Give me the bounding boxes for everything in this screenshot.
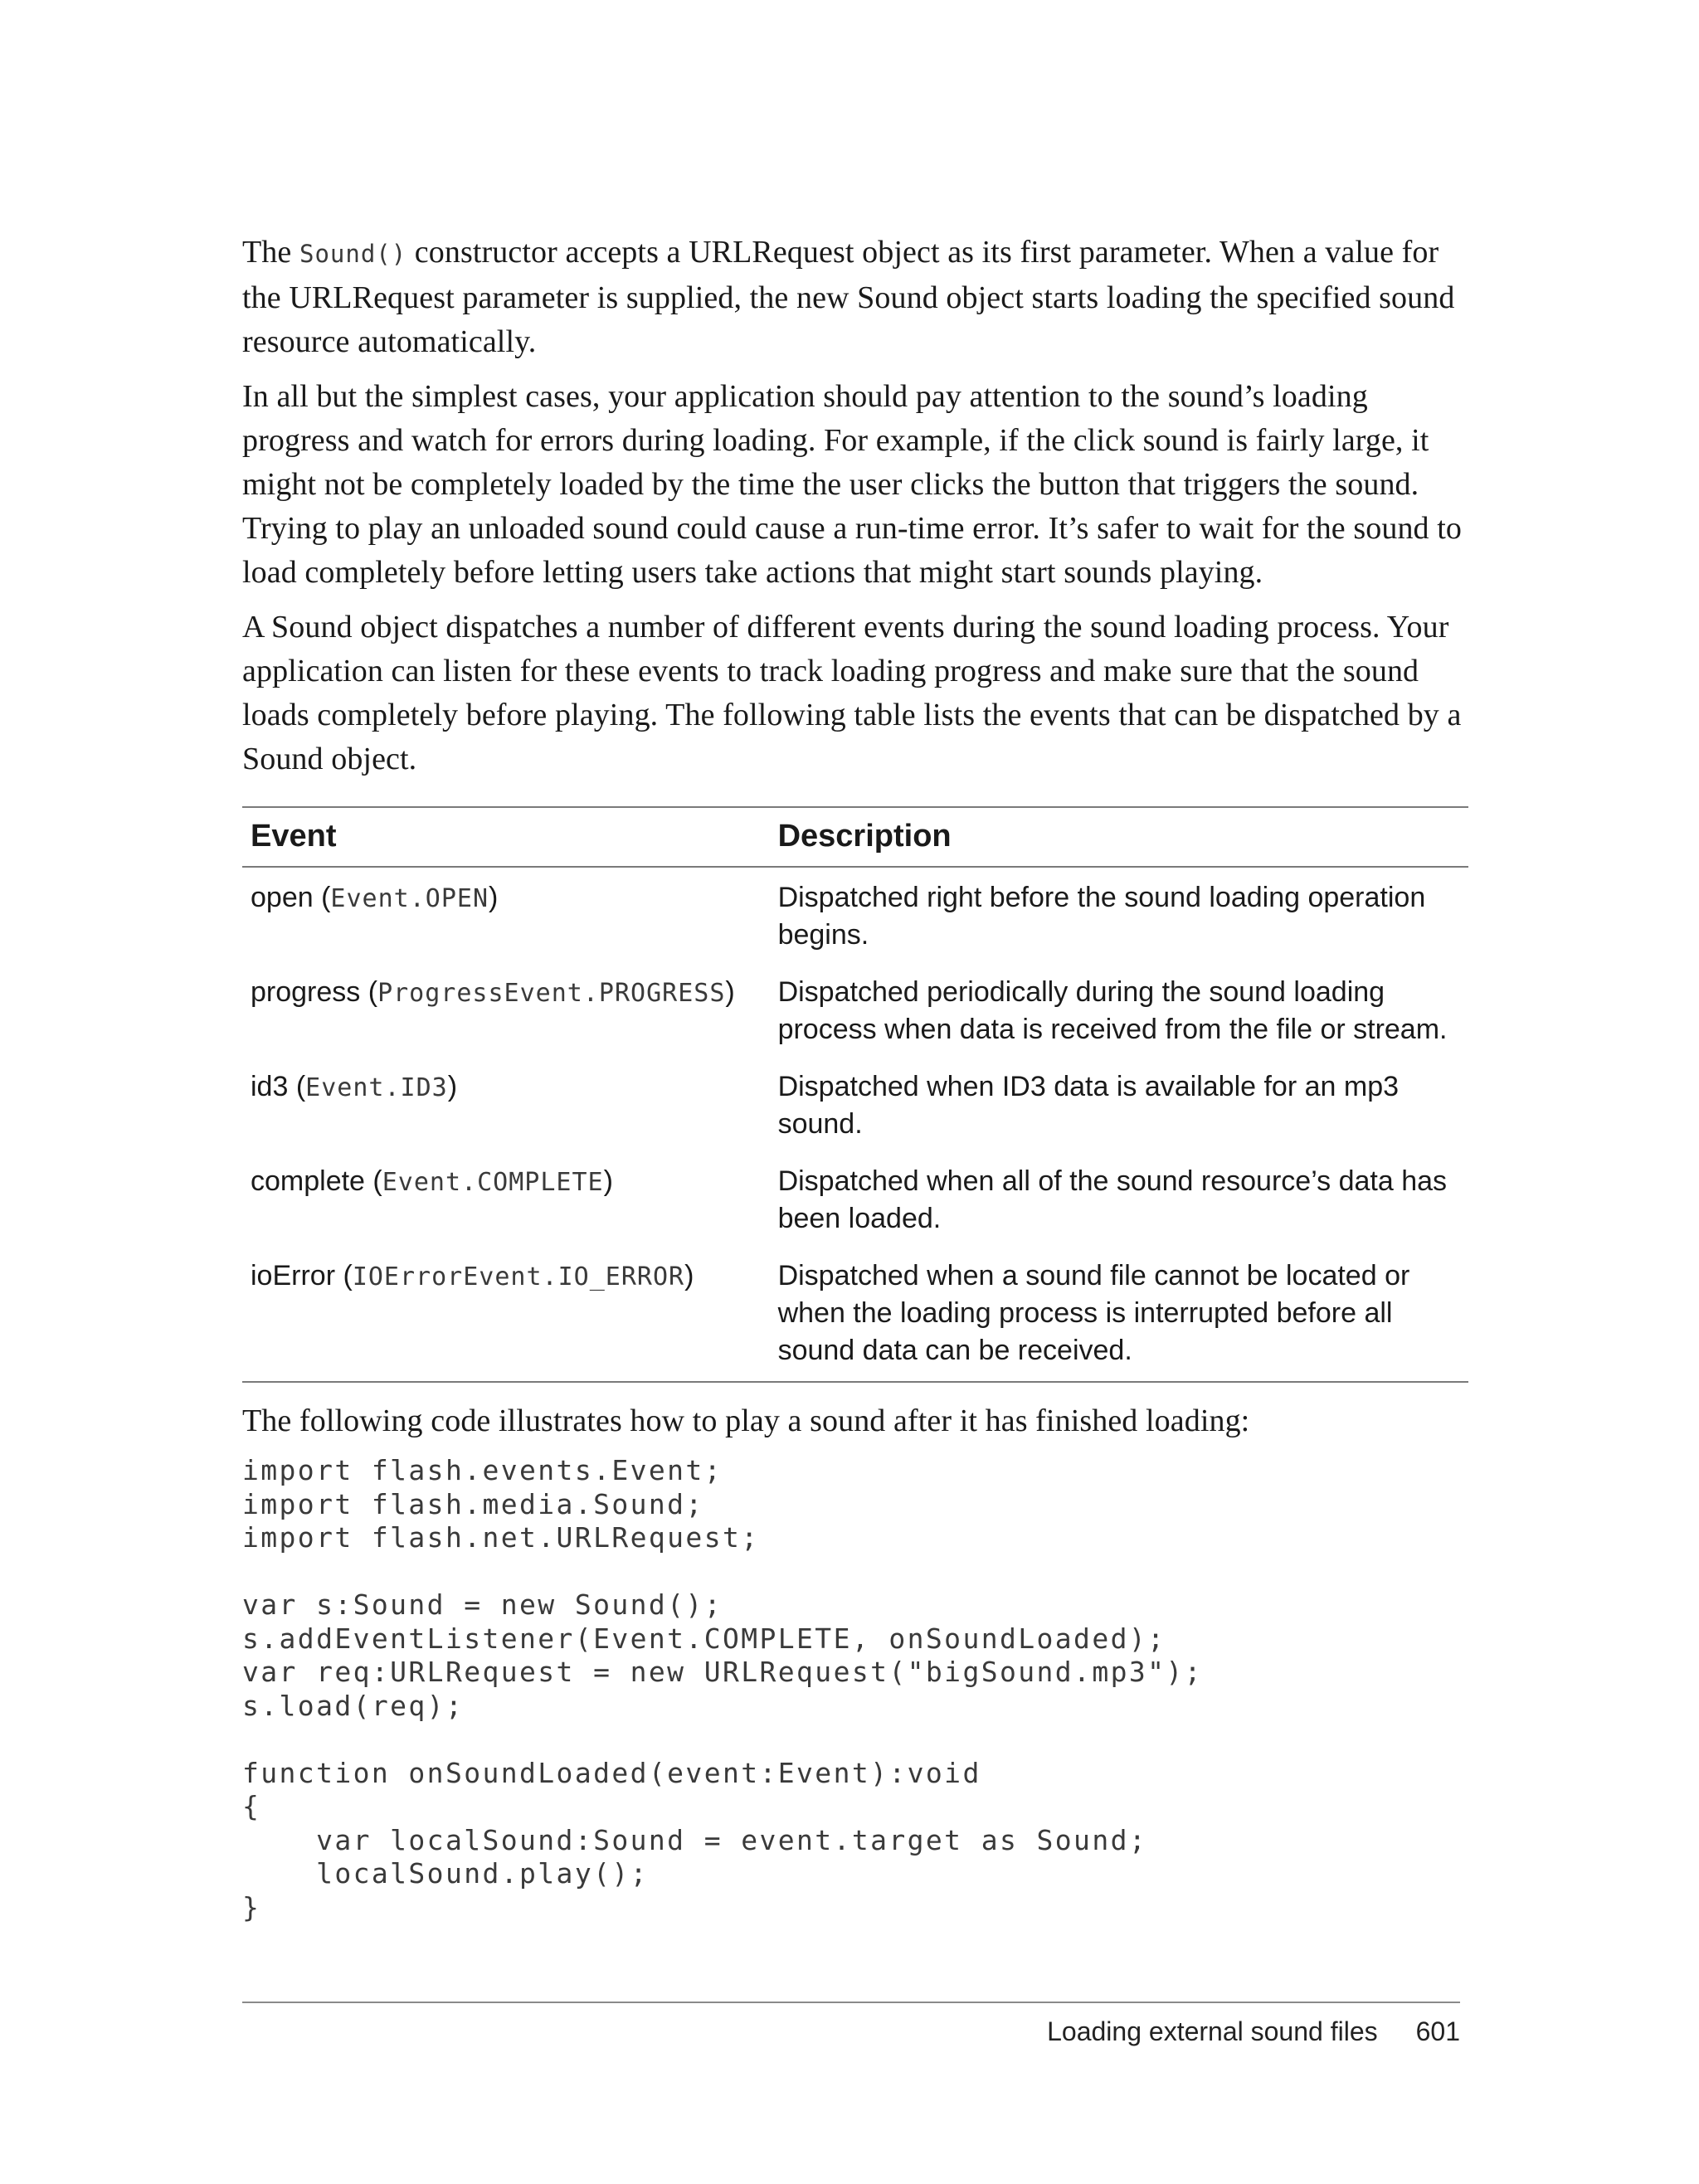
event-cell: id3 (Event.ID3): [251, 1071, 458, 1102]
event-cell: open (Event.OPEN): [251, 882, 499, 913]
column-header-description: Description: [777, 819, 952, 854]
description-cell: Dispatched when ID3 data is available for an mp3 sound.: [777, 1071, 1400, 1140]
paragraph-sound-constructor: [242, 231, 1468, 364]
paragraph-loading-progress: In all but the simplest cases, your application should pay attention to the sound’s loading progress and watch for errors during loading. For example, if the click sound is fairly large, it might not be completely loaded by the time the user clicks the button that triggers the sound. Trying to play an unloaded sound could cause a run-time error. It’s safer to wait for the sound to load completely before letting users take actions that might start sounds playing.: [242, 379, 1463, 590]
table-row: [242, 867, 1468, 966]
page-body: [242, 231, 1468, 1924]
description-cell: Dispatched when a sound file cannot be located or when the loading process is interrupted before all sound data can be received.: [777, 1260, 1410, 1366]
description-cell: Dispatched periodically during the sound loading process when data is received from the file or stream.: [777, 976, 1448, 1045]
paragraph-text: constructor accepts a URLRequest object as its first parameter. When a value for the URLRequest parameter is supplied, the new Sound object starts loading the specified sound resource automatically.: [242, 235, 1455, 359]
event-cell: ioError (IOErrorEvent.IO_ERROR): [251, 1260, 694, 1291]
event-name: id3: [251, 1071, 289, 1102]
event-constant: Event.COMPLETE: [382, 1168, 604, 1197]
event-constant: Event.ID3: [305, 1073, 448, 1102]
page-number: 601: [1415, 2016, 1460, 2046]
table-row: [242, 1060, 1468, 1155]
event-constant: Event.OPEN: [330, 884, 489, 913]
event-name: progress: [251, 976, 361, 1008]
table-header-row: [242, 807, 1468, 867]
column-header-event: Event: [251, 819, 337, 854]
event-name: ioError: [251, 1260, 336, 1291]
event-constant: IOErrorEvent.IO_ERROR: [352, 1262, 685, 1291]
event-name: open: [251, 882, 314, 913]
description-cell: Dispatched when all of the sound resource’s data has been loaded.: [777, 1165, 1448, 1234]
events-table: [242, 806, 1468, 1383]
code-listing: import flash.events.Event; import flash.media.Sound; import flash.net.URLRequest; var s:Sound = new Sound(); s.addEventListener(Event.COMPLETE, onSoundLoaded); var req:URLRequest = new URLRequest("bigSound.mp3"); s.load(req); function onSoundLoaded(event:Event):void { var localSound:Sound = event.target as Sound; localSound.play(); }: [242, 1454, 1203, 1924]
paragraph-sound-events: A Sound object dispatches a number of different events during the sound loading process. Your application can listen for these events to track loading progress and make sure that the sound loads completely before playing. The following table lists the events that can be dispatched by a Sound object.: [242, 610, 1462, 776]
footer-section-title: Loading external sound files: [1047, 2016, 1378, 2046]
event-cell: complete (Event.COMPLETE): [251, 1165, 613, 1197]
description-cell: Dispatched right before the sound loading operation begins.: [777, 882, 1426, 951]
page-footer: [242, 2002, 1460, 2047]
event-name: complete: [251, 1165, 365, 1197]
event-constant: ProgressEvent.PROGRESS: [377, 979, 726, 1008]
table-row: [242, 966, 1468, 1060]
paragraph-text: The: [242, 235, 299, 270]
table-row: [242, 1249, 1468, 1382]
event-cell: progress (ProgressEvent.PROGRESS): [251, 976, 735, 1008]
table-row: [242, 1155, 1468, 1249]
code-intro-paragraph: The following code illustrates how to play a sound after it has finished loading:: [242, 1403, 1250, 1438]
inline-code: Sound(): [299, 240, 407, 268]
